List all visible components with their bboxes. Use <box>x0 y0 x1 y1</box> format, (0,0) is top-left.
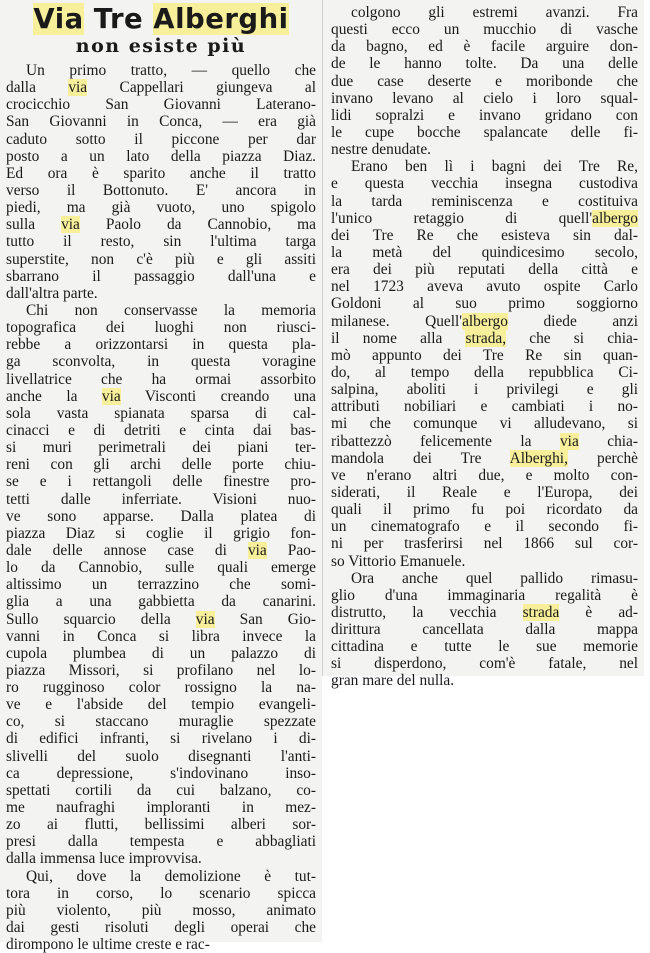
text-segment: sola vasta spianata sparsa di cal- <box>6 404 316 422</box>
text-line <box>331 21 638 38</box>
text-segment: mi che comunque vi alludevano, si <box>331 415 638 433</box>
text-segment: tetti dalle inferriate. Visioni nuo- <box>6 490 316 508</box>
text-line <box>331 210 638 227</box>
text-segment: perchè <box>567 449 638 467</box>
text-segment: tora in corso, lo scenario spicca <box>6 884 316 902</box>
text-segment: che si chia- <box>506 329 638 347</box>
text-line <box>331 570 638 587</box>
text-line <box>331 672 638 689</box>
text-segment: spettati cortili da cui balzano, co- <box>6 781 316 799</box>
text-segment: Chi non conservasse la memoria <box>26 301 316 319</box>
text-line <box>331 518 638 535</box>
text-segment: distrutto, la vecchia <box>331 603 523 621</box>
text-line <box>6 816 316 833</box>
text-segment: Erano ben lì i bagni dei Tre Re, <box>351 158 638 176</box>
text-line <box>331 124 638 141</box>
text-line <box>331 4 638 21</box>
text-segment: posto a un lato della piazza Diaz. <box>6 147 316 165</box>
text-segment: slivelli del suolo disegnanti l'anti- <box>6 747 316 765</box>
text-segment: lidi sopralzi e invano gridano con <box>331 106 638 124</box>
text-segment: ribattezzò felicemente la <box>331 432 560 450</box>
text-line <box>6 593 316 610</box>
text-line <box>331 278 638 295</box>
text-segment: mò appunto dei Tre Re sin quan- <box>331 346 638 364</box>
left-column <box>0 0 322 953</box>
paragraph <box>331 158 638 569</box>
highlighted-term: strada <box>522 603 560 621</box>
text-line <box>6 611 316 628</box>
text-line <box>331 433 638 450</box>
text-segment: topografica dei luoghi non riusci- <box>6 319 316 337</box>
text-line <box>331 467 638 484</box>
text-segment: presi dalla tempesta e abbagliati <box>6 833 316 851</box>
text-line <box>331 90 638 107</box>
text-line <box>6 439 316 456</box>
text-line <box>331 107 638 124</box>
text-line <box>6 525 316 542</box>
highlighted-term: via <box>559 432 579 450</box>
paragraph <box>6 302 316 868</box>
text-segment: ro rugginoso color rossigno la na- <box>6 679 316 697</box>
text-segment: dale delle annose case di <box>6 541 248 559</box>
highlighted-term: via <box>61 216 80 234</box>
text-line <box>6 79 316 96</box>
text-line <box>6 919 316 936</box>
text-segment: Sullo squarcio della <box>6 610 196 628</box>
highlighted-term: albergo <box>462 312 508 330</box>
text-line <box>331 295 638 312</box>
text-line <box>6 679 316 696</box>
headline <box>6 4 316 34</box>
text-segment: Cappellari giungeva al <box>87 79 316 97</box>
text-line <box>6 268 316 285</box>
text-segment: ga sconvolta, in questa voragine <box>6 353 316 371</box>
text-line <box>6 182 316 199</box>
text-line <box>331 621 638 638</box>
paragraph <box>331 570 638 690</box>
text-segment: dalla immensa luce improvvisa. <box>6 850 202 868</box>
text-segment: caduto sotto il piccone per dar <box>6 130 316 148</box>
text-line <box>331 244 638 261</box>
text-line <box>6 199 316 216</box>
text-line <box>331 330 638 347</box>
text-segment: è ad- <box>559 603 638 621</box>
text-line <box>331 587 638 604</box>
text-line <box>6 473 316 490</box>
highlighted-term: via <box>68 79 88 97</box>
text-line <box>6 302 316 319</box>
text-line <box>331 227 638 244</box>
text-line <box>331 535 638 552</box>
text-line <box>6 405 316 422</box>
text-line <box>6 765 316 782</box>
text-segment: quali il primo fu poi ricordato da <box>331 501 638 519</box>
text-segment: so Vittorio Emanuele. <box>331 552 466 570</box>
text-line <box>6 388 316 405</box>
text-segment: siderati, il Reale e l'Europa, dei <box>331 483 638 501</box>
highlighted-term: strada, <box>465 329 507 347</box>
text-segment: San Giovanni in Conca, — era già <box>6 113 316 131</box>
text-segment: crocicchio San Giovanni Laterano- <box>6 96 316 114</box>
text-segment: il nome alla <box>331 329 466 347</box>
text-segment: piazza Missori, si profilano nel lo- <box>6 661 316 679</box>
text-line <box>6 833 316 850</box>
text-segment: colgono gli estremi avanzi. Fra <box>351 4 638 21</box>
text-line <box>6 628 316 645</box>
text-line <box>6 148 316 165</box>
text-segment: ni per trasferirsi nel 1866 sul cor- <box>331 535 638 553</box>
text-segment: sulla <box>6 216 62 234</box>
text-segment: ca depressione, s'indovinano inso- <box>6 764 316 782</box>
text-segment: dirittura cancellata dalla mappa <box>331 621 638 639</box>
text-segment: gran mare del nulla. <box>331 672 455 690</box>
text-segment: cupola plumbea di un palazzo di <box>6 644 316 662</box>
text-segment: chia- <box>578 432 638 450</box>
text-segment: milanese. Quell' <box>331 312 463 330</box>
text-segment: un cinematografo e il secondo fi- <box>331 518 638 536</box>
text-line <box>331 398 638 415</box>
text-segment: mandola dei Tre <box>331 449 510 467</box>
text-segment: dall'altra parte. <box>6 284 98 302</box>
text-segment: Visconti creando una <box>120 387 316 405</box>
text-line <box>6 131 316 148</box>
right-column <box>322 0 644 690</box>
text-segment: rebbe a orizzontarsi in questa pla- <box>6 336 316 354</box>
paragraph <box>6 868 316 953</box>
text-segment: vanni in Conca si libra invece la <box>6 627 316 645</box>
text-segment: dirompono le ultime creste e rac- <box>6 936 210 953</box>
text-segment: tutto il resto, sin l'ultima targa <box>6 233 316 251</box>
text-segment: ve e l'abside del tempio evangeli- <box>6 696 316 714</box>
text-segment: si disperdono, com'è fatale, nel <box>331 655 638 673</box>
text-segment: de le hanno tolte. Da una delle <box>331 55 638 73</box>
text-segment: da bagno, ed è facile arguire don- <box>331 38 638 56</box>
text-segment: questi ecco un mucchio di vasche <box>331 21 638 39</box>
text-segment: verso il Bottonuto. E' ancora in <box>6 181 316 199</box>
text-line <box>6 251 316 268</box>
text-segment: glia a una gabbietta da canarini. <box>6 593 316 611</box>
text-line <box>331 553 638 570</box>
text-segment: era dei più reputati della città e <box>331 261 638 279</box>
text-segment: ve n'erano altri due, e molto con- <box>331 466 638 484</box>
highlighted-term: via <box>195 610 215 628</box>
text-line <box>6 371 316 388</box>
subheadline: non esiste più <box>75 35 247 57</box>
text-line <box>331 73 638 90</box>
text-line <box>331 313 638 330</box>
text-line <box>6 559 316 576</box>
paragraph <box>6 62 316 302</box>
text-line <box>6 748 316 765</box>
text-line <box>331 347 638 364</box>
text-segment: la tarda reminiscenza e costituiva <box>331 192 638 210</box>
text-segment: livellatrice che ha ormai assorbito <box>6 370 316 388</box>
text-segment: Pao- <box>266 541 316 559</box>
text-segment: di edifici infranti, si rivelano i di- <box>6 730 316 748</box>
text-segment: dai gesti risoluti degli operai che <box>6 919 316 937</box>
text-line <box>331 364 638 381</box>
text-line <box>6 782 316 799</box>
text-line <box>331 655 638 672</box>
highlighted-term: Alberghi, <box>509 449 568 467</box>
text-segment: Goldoni al suo primo soggiorno <box>331 295 638 313</box>
text-line <box>6 336 316 353</box>
text-segment: salpina, aboliti i privilegi e gli <box>331 381 638 399</box>
text-line <box>6 799 316 816</box>
text-segment: piedi, ma già vuoto, uno spigolo <box>6 199 316 217</box>
highlighted-term: via <box>101 387 121 405</box>
text-line <box>331 141 638 158</box>
text-segment: due case deserte e moribonde che <box>331 72 638 90</box>
text-segment: si muri perimetrali dei piani ter- <box>6 439 316 457</box>
text-segment: co, si staccano muraglie spezzate <box>6 713 316 731</box>
text-segment: diede anzi <box>507 312 638 330</box>
paragraph <box>331 4 638 158</box>
text-line <box>6 696 316 713</box>
text-segment: sbarrano il passaggio dall'una e <box>6 267 316 285</box>
text-line <box>6 936 316 953</box>
text-segment: anche la <box>6 387 102 405</box>
text-line <box>6 542 316 559</box>
text-line <box>6 422 316 439</box>
text-line <box>6 850 316 867</box>
text-line <box>6 885 316 902</box>
text-line <box>331 450 638 467</box>
text-segment: invano levano al cielo i loro squal- <box>331 89 638 107</box>
text-segment: nestre denudate. <box>331 141 431 159</box>
highlighted-term: Via <box>33 3 84 35</box>
text-line <box>6 491 316 508</box>
text-segment: se e i rettangoli delle finestre pro- <box>6 473 316 491</box>
text-line <box>331 415 638 432</box>
text-line <box>331 484 638 501</box>
text-line <box>6 165 316 182</box>
text-segment: cittadina e tutte le sue memorie <box>331 638 638 656</box>
text-line <box>331 261 638 278</box>
text-line <box>331 501 638 518</box>
right-column-body <box>331 4 638 690</box>
text-line <box>6 456 316 473</box>
text-line <box>6 713 316 730</box>
text-segment: reni con gli archi delle porte chiu- <box>6 456 316 474</box>
text-line <box>6 62 316 79</box>
text-line <box>6 353 316 370</box>
text-line <box>331 381 638 398</box>
text-line <box>6 645 316 662</box>
left-column-body <box>6 62 316 953</box>
text-line <box>331 175 638 192</box>
text-line <box>331 193 638 210</box>
text-segment: l'unico retaggio di quell' <box>331 209 593 227</box>
highlighted-term: Alberghi <box>153 3 289 35</box>
text-segment: Ora anche quel pallido rimasu- <box>351 569 638 587</box>
text-segment: Qui, dove la demolizione è tut- <box>26 867 316 885</box>
text-segment: glio d'una immaginaria regalità è <box>331 586 638 604</box>
text-line <box>6 868 316 885</box>
text-segment: Un primo tratto, — quello che <box>26 62 316 79</box>
text-segment: do, al tempo della repubblica Ci- <box>331 363 638 381</box>
text-segment: Paolo da Cannobio, ma <box>79 216 316 234</box>
text-line <box>6 730 316 747</box>
text-line <box>6 662 316 679</box>
text-segment: la metà del quindicesimo secolo, <box>331 243 638 261</box>
text-segment: dei Tre Re che esisteva sin dal- <box>331 226 638 244</box>
text-segment: ve sono apparse. Dalla platea di <box>6 507 316 525</box>
text-line <box>331 638 638 655</box>
headline-text: Tre <box>83 3 154 35</box>
text-segment: lo da Cannobio, sulle quali emerge <box>6 559 316 577</box>
text-line <box>331 55 638 72</box>
text-segment: attributi nobiliari e cambiati i no- <box>331 398 638 416</box>
text-line <box>6 233 316 250</box>
text-line <box>331 38 638 55</box>
text-segment: Ed ora è sparito anche il tratto <box>6 164 316 182</box>
text-segment: zo ai flutti, bellissimi alberi sor- <box>6 816 316 834</box>
text-line <box>6 576 316 593</box>
text-line <box>6 319 316 336</box>
text-segment: nel 1723 aveva avuto ospite Carlo <box>331 278 638 296</box>
text-line <box>6 113 316 130</box>
text-segment: San Gio- <box>214 610 316 628</box>
text-segment: più violento, più mosso, animato <box>6 901 316 919</box>
text-segment: cinacci e di detriti e cinta dai bas- <box>6 421 316 439</box>
text-segment: piazza Diaz si coglie il grigio fon- <box>6 524 316 542</box>
text-line <box>6 285 316 302</box>
text-segment: superstite, non c'è più e gli assiti <box>6 250 316 268</box>
text-segment: e questa vecchia insegna custodiva <box>331 175 638 193</box>
text-segment: dalla <box>6 79 69 97</box>
text-line <box>6 902 316 919</box>
text-line <box>331 604 638 621</box>
text-line <box>331 158 638 175</box>
text-segment: me naufraghi imploranti in mez- <box>6 799 316 817</box>
text-line <box>6 508 316 525</box>
text-line <box>6 216 316 233</box>
text-segment: altissimo un terrazzino che somi- <box>6 576 316 594</box>
text-line <box>6 96 316 113</box>
highlighted-term: albergo <box>592 209 638 227</box>
text-segment: le cupe bocche spalancate delle fi- <box>331 123 638 141</box>
highlighted-term: via <box>247 541 267 559</box>
